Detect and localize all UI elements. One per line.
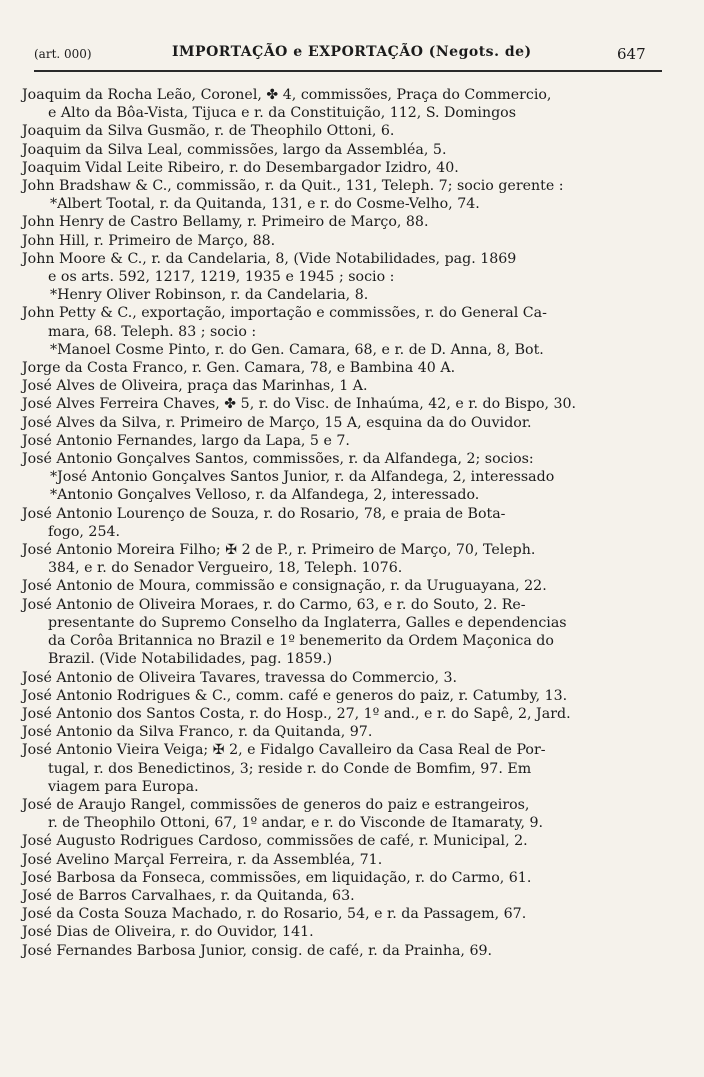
directory-entry: Joaquim da Silva Leal, commissões, largo da Assembléa, 5. bbox=[22, 141, 447, 158]
directory-entry: José Alves Ferreira Chaves, ✤ 5, r. do Visc. de Inhaúma, 42, e r. do Bispo, 30. bbox=[22, 396, 577, 413]
entry-continuation: tugal, r. dos Benedictinos, 3; reside r. do Conde de Bomfim, 97. Em bbox=[48, 760, 532, 777]
directory-entry: José Augusto Rodrigues Cardoso, commissões de café, r. Municipal, 2. bbox=[22, 833, 528, 850]
directory-entry: John Henry de Castro Bellamy, r. Primeiro de Março, 88. bbox=[22, 214, 429, 231]
directory-entry: José Antonio Lourenço de Souza, r. do Rosario, 78, e praia de Bota- bbox=[22, 505, 506, 522]
directory-entry: José Antonio de Oliveira Moraes, r. do Carmo, 63, e r. do Souto, 2. Re- bbox=[22, 596, 526, 613]
entry-continuation: da Corôa Britannica no Brazil e 1º benemerito da Ordem Maçonica do bbox=[48, 633, 554, 650]
entry-continuation: e os arts. 592, 1217, 1219, 1935 e 1945 ; socio : bbox=[48, 269, 395, 286]
directory-entry: José Antonio Gonçalves Santos, commissões, r. da Alfandega, 2; socios: bbox=[22, 451, 534, 468]
directory-entry: José Antonio Vieira Veiga; ✠ 2, e Fidalgo Cavalleiro da Casa Real de Por- bbox=[22, 742, 546, 759]
directory-entry: José da Costa Souza Machado, r. do Rosario, 54, e r. da Passagem, 67. bbox=[22, 906, 527, 923]
directory-entry: Joaquim Vidal Leite Ribeiro, r. do Desembargador Izidro, 40. bbox=[22, 159, 459, 176]
entry-continuation: viagem para Europa. bbox=[48, 778, 199, 795]
directory-entry: José Antonio da Silva Franco, r. da Quitanda, 97. bbox=[22, 724, 373, 741]
entry-continuation: mara, 68. Teleph. 83 ; socio : bbox=[48, 323, 257, 340]
directory-entry: José de Barros Carvalhaes, r. da Quitanda, 63. bbox=[22, 887, 355, 904]
entry-continuation: fogo, 254. bbox=[48, 523, 121, 540]
directory-entry: José Dias de Oliveira, r. do Ouvidor, 141. bbox=[22, 924, 314, 941]
directory-entry: José Alves de Oliveira, praça das Marinhas, 1 A. bbox=[22, 378, 368, 395]
entry-continuation: presentante do Supremo Conselho da Inglaterra, Galles e dependencias bbox=[48, 614, 567, 631]
directory-entry: Joaquim da Silva Gusmão, r. de Theophilo Ottoni, 6. bbox=[22, 123, 395, 140]
partner-line: *Henry Oliver Robinson, r. da Candelaria, 8. bbox=[50, 287, 369, 304]
page-number: 647 bbox=[617, 45, 646, 63]
partner-line: *Antonio Gonçalves Velloso, r. da Alfandega, 2, interessado. bbox=[50, 487, 480, 504]
page-title: IMPORTAÇÃO e EXPORTAÇÃO (Negots. de) bbox=[172, 44, 532, 60]
directory-entry: José Antonio Fernandes, largo da Lapa, 5 e 7. bbox=[22, 432, 350, 449]
partner-line: *José Antonio Gonçalves Santos Junior, r. da Alfandega, 2, interessado bbox=[50, 469, 555, 486]
entry-continuation: 384, e r. do Senador Vergueiro, 18, Teleph. 1076. bbox=[48, 560, 403, 577]
directory-entry: John Bradshaw & C., commissão, r. da Quit., 131, Teleph. 7; socio gerente : bbox=[22, 178, 564, 195]
directory-entry: Jorge da Costa Franco, r. Gen. Camara, 78, e Bambina 40 A. bbox=[22, 360, 456, 377]
entry-continuation: r. de Theophilo Ottoni, 67, 1º andar, e r. do Visconde de Itamaraty, 9. bbox=[48, 815, 544, 832]
entry-continuation: e Alto da Bôa-Vista, Tijuca e r. da Constituição, 112, S. Domingos bbox=[48, 105, 516, 122]
directory-entry: José Antonio de Oliveira Tavares, travessa do Commercio, 3. bbox=[22, 669, 458, 686]
entry-continuation: Brazil. (Vide Notabilidades, pag. 1859.) bbox=[48, 651, 333, 668]
directory-entry: Joaquim da Rocha Leão, Coronel, ✤ 4, commissões, Praça do Commercio, bbox=[22, 87, 552, 103]
directory-entry: José Antonio Rodrigues & C., comm. café e generos do paiz, r. Catumby, 13. bbox=[22, 687, 568, 704]
directory-entry: José de Araujo Rangel, commissões de generos do paiz e estrangeiros, bbox=[22, 796, 530, 813]
header-rule bbox=[34, 70, 662, 72]
directory-entry: José Alves da Silva, r. Primeiro de Março, 15 A, esquina da do Ouvidor. bbox=[22, 414, 532, 431]
directory-entry: José Antonio Moreira Filho; ✠ 2 de P., r. Primeiro de Março, 70, Teleph. bbox=[22, 542, 536, 559]
partner-line: *Manoel Cosme Pinto, r. do Gen. Camara, 68, e r. de D. Anna, 8, Bot. bbox=[50, 341, 544, 358]
directory-entry: John Moore & C., r. da Candelaria, 8, (Vide Notabilidades, pag. 1869 bbox=[22, 250, 517, 267]
directory-entries bbox=[22, 86, 672, 960]
directory-entry: José Antonio de Moura, commissão e consignação, r. da Uruguayana, 22. bbox=[22, 578, 547, 595]
partner-line: *Albert Tootal, r. da Quitanda, 131, e r. do Cosme-Velho, 74. bbox=[50, 196, 480, 213]
directory-entry: José Avelino Marçal Ferreira, r. da Assembléa, 71. bbox=[22, 851, 383, 868]
directory-entry: José Fernandes Barbosa Junior, consig. de café, r. da Prainha, 69. bbox=[22, 942, 493, 959]
directory-entry: John Petty & C., exportação, importação e commissões, r. do General Ca- bbox=[22, 305, 547, 322]
directory-entry: John Hill, r. Primeiro de Março, 88. bbox=[22, 232, 276, 249]
directory-entry: José Antonio dos Santos Costa, r. do Hosp., 27, 1º and., e r. do Sapê, 2, Jard. bbox=[22, 705, 571, 722]
page-header bbox=[22, 44, 662, 66]
section-ref: (art. 000) bbox=[34, 47, 92, 61]
directory-entry: José Barbosa da Fonseca, commissões, em liquidação, r. do Carmo, 61. bbox=[22, 869, 532, 886]
